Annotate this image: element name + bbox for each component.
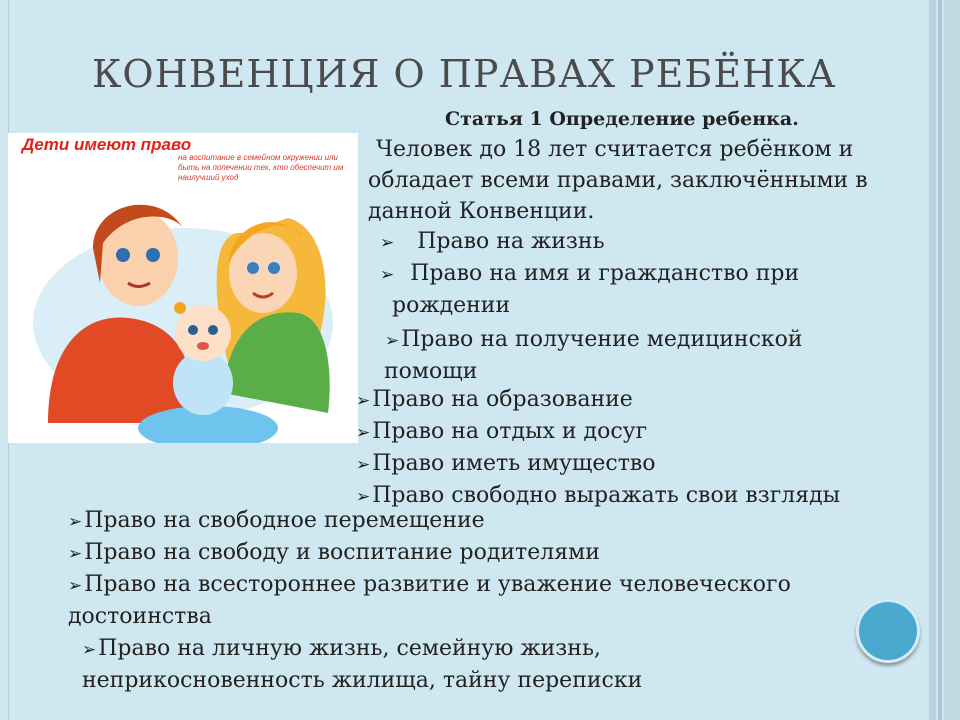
decor-stripe	[930, 0, 936, 720]
illustration-caption: на воспитание в семейном окружении или быть на попечении тех, кто обеспечит им наилучший уход	[178, 153, 344, 182]
slide-title: КОНВЕНЦИЯ О ПРАВАХ РЕБЁНКА	[92, 52, 837, 96]
arrow-bullet-icon: ➢	[68, 576, 83, 596]
right-text: Право на отдых и досуг	[372, 419, 648, 444]
arrow-bullet-icon: ➢	[385, 331, 400, 351]
right-text: Право на всестороннее развитие и уважение человеческого	[84, 572, 791, 597]
right-item	[380, 258, 799, 291]
right-item	[385, 324, 803, 357]
right-item	[82, 633, 601, 666]
right-item	[68, 505, 485, 538]
arrow-bullet-icon: ➢	[356, 487, 371, 507]
right-text: Право на жизнь	[417, 229, 605, 254]
right-text: Право на личную жизнь, семейную жизнь,	[98, 636, 601, 661]
arrow-bullet-icon: ➢	[356, 391, 371, 411]
right-text: Право на свободное перемещение	[84, 508, 485, 533]
right-item	[68, 537, 600, 570]
arrow-bullet-icon: ➢	[356, 455, 371, 475]
right-text: Право на свободу и воспитание родителями	[84, 540, 600, 565]
family-illustration	[8, 133, 358, 443]
right-item	[380, 226, 605, 259]
right-text: Право на имя и гражданство при	[410, 261, 800, 286]
intro-line: обладает всеми правами, заключёнными в	[368, 168, 868, 193]
right-item	[356, 384, 633, 417]
right-text: Право иметь имущество	[372, 451, 656, 476]
right-item-continuation: неприкосновенность жилища, тайну переписки	[82, 668, 643, 693]
family-drawing	[8, 133, 358, 443]
right-text: Право свободно выражать свои взгляды	[372, 483, 841, 508]
article-heading: Статья 1 Определение ребенка.	[445, 108, 799, 130]
right-item	[356, 416, 647, 449]
intro-text	[368, 134, 928, 227]
arrow-bullet-icon: ➢	[82, 640, 97, 660]
decorative-circle	[856, 599, 920, 663]
arrow-bullet-icon: ➢	[380, 233, 395, 253]
right-item-continuation: достоинства	[68, 604, 212, 629]
right-item	[356, 448, 656, 481]
intro-line: данной Конвенции.	[368, 199, 595, 224]
right-text: Право на получение медицинской	[401, 327, 803, 352]
right-item-continuation: помощи	[384, 359, 478, 384]
arrow-bullet-icon: ➢	[380, 265, 395, 285]
decor-stripe	[938, 0, 942, 720]
right-text: Право на образование	[372, 387, 633, 412]
decor-stripe	[944, 0, 960, 720]
arrow-bullet-icon: ➢	[68, 544, 83, 564]
arrow-bullet-icon: ➢	[356, 423, 371, 443]
right-item-continuation: рождении	[392, 293, 511, 318]
arrow-bullet-icon: ➢	[68, 512, 83, 532]
intro-line: Человек до 18 лет считается ребёнком и	[376, 137, 854, 162]
right-item	[68, 569, 791, 602]
illustration-heading: Дети имеют право	[22, 135, 192, 154]
